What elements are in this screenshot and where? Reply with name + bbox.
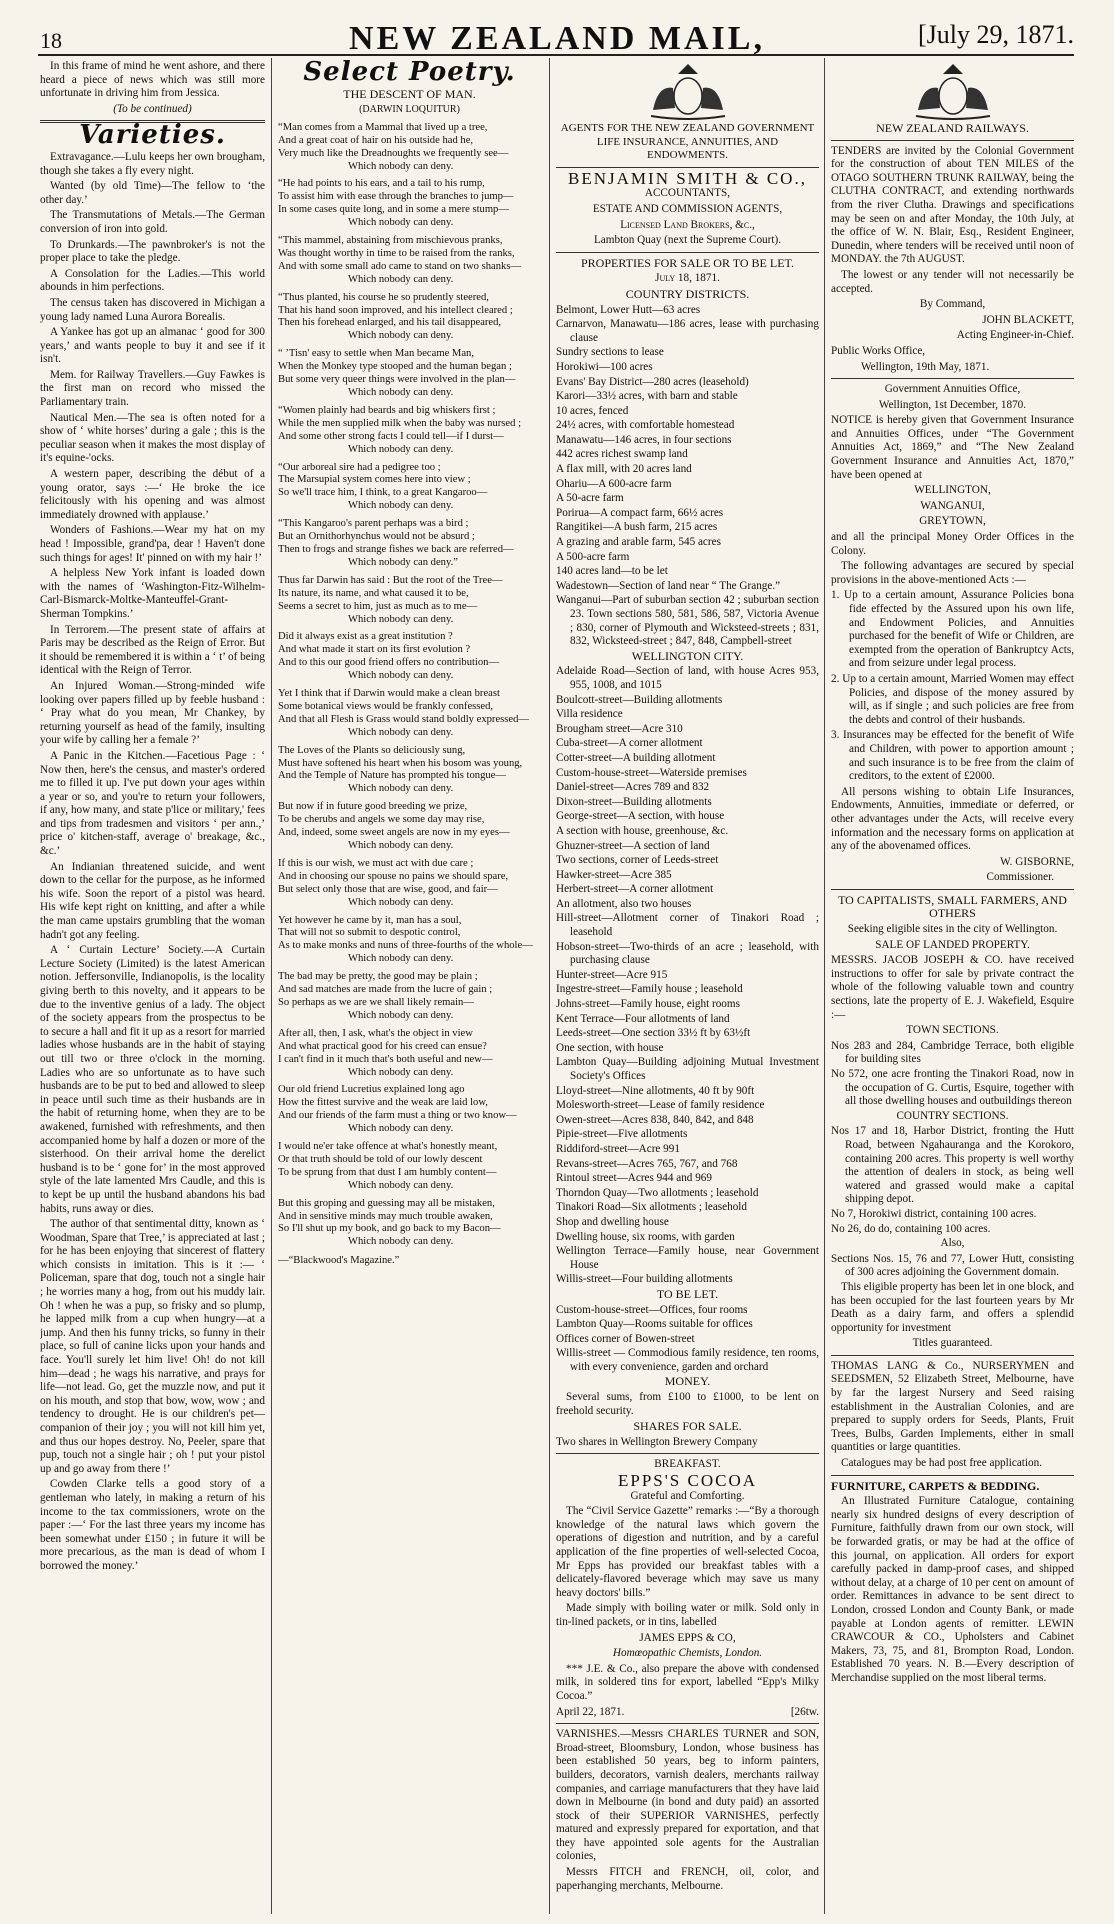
- divider: [831, 140, 1074, 141]
- poem-line: “Women plainly had beards and big whiskers first ;: [278, 404, 496, 416]
- poem-line: I would ne'er take offence at what's honestly meant,: [278, 1141, 498, 1153]
- city-listing: Pipie-street—Five allotments: [556, 1128, 688, 1141]
- country-heading: COUNTRY DISTRICTS.: [625, 286, 750, 301]
- poem-refrain: Which nobody can deny.: [348, 443, 454, 455]
- poem-line: Our old friend Lucretius explained long ago: [278, 1084, 465, 1096]
- poem-refrain: Which nobody can deny.: [348, 670, 454, 682]
- city-listing: Brougham street—Acre 310: [556, 722, 683, 735]
- furniture-title: FURNITURE, CARPETS & BEDDING.: [831, 1478, 1040, 1493]
- poem-line: So I'll shut up my book, and go back to my Bacon—: [278, 1223, 501, 1235]
- variety-item: A Consolation for the Ladies.—This world abounds in him perfections.: [40, 267, 265, 294]
- city-listing: Hunter-street—Acre 915: [556, 968, 668, 981]
- properties-date: July 18, 1871.: [655, 272, 720, 285]
- divider: [831, 889, 1074, 890]
- city-listing: Owen-street—Acres 838, 840, 842, and 848: [556, 1113, 754, 1126]
- city-listing: Cotter-street—A building allotment: [556, 751, 716, 764]
- variety-item: A helpless New York infant is loaded down with the names of ‘Washington-Fitz-Wilhelm-Carl-Bismarck-Moltke-Manteuffel-Grant-Sherman Tompkins.’: [40, 567, 265, 620]
- epps-firm: JAMES EPPS & CO,: [639, 1631, 736, 1644]
- variety-item: Wonders of Fashions.—Wear my hat on my head ! Impossible, grand'pa, dear ! Haven't done such things for ages! It' pinned on with my hair !’: [40, 524, 265, 564]
- poem-stanza: [278, 235, 541, 287]
- poem-line: Yet I think that if Darwin would make a clean breast: [278, 688, 500, 700]
- town-name: GREYTOWN,: [919, 515, 986, 528]
- poem-line: The bad may be pretty, the good may be plain ;: [278, 971, 478, 983]
- poem-line: How the fittest survive and the weak are laid low,: [278, 1097, 488, 1109]
- city-listing: Hobson-street—Two-thirds of an acre ; leasehold, with purchasing clause: [556, 940, 819, 967]
- city-listing: Cuba-street—A corner allotment: [556, 737, 703, 750]
- country-listing: Porirua—A compact farm, 66½ acres: [556, 506, 724, 519]
- towns-list: [831, 484, 1074, 529]
- city-listing: Boulcott-street—Building allotments: [556, 693, 723, 706]
- column-divider: [271, 58, 272, 1914]
- firm-licensed: Licensed Land Brokers, &c.,: [620, 218, 755, 231]
- country-listing: A 500-acre farm: [556, 550, 630, 563]
- firm-estate: ESTATE AND COMMISSION AGENTS,: [592, 202, 783, 215]
- poem-line: “Our arboreal sire had a pedigree too ;: [278, 461, 441, 473]
- capitalists-seek: Seeking eligible sites in the city of Wellington.: [847, 923, 1058, 936]
- poem-refrain: Which nobody can deny.: [348, 160, 454, 172]
- country-section: No 26, do do, containing 100 acres.: [831, 1222, 991, 1235]
- poem-refrain: Which nobody can deny.: [348, 896, 454, 908]
- poem-line: To be sprung from that dust I am humbly content—: [278, 1166, 497, 1178]
- poem-refrain: Which nobody can deny.: [348, 217, 454, 229]
- variety-item: An Injured Woman.—Strong-minded wife looking over papers filled up by feeble husband : ‘ Pray what do you mean, Mr Chankey, by returning yourself as head of the family, insulting your wife by calling her a female ?’: [40, 679, 265, 747]
- poem-line: But now if in future good breeding we prize,: [278, 801, 468, 813]
- royal-crest-icon: [898, 60, 1008, 122]
- city-listing: Herbert-street—A corner allotment: [556, 883, 714, 896]
- column-notices: [831, 60, 1074, 1688]
- country-listing: Evans' Bay District—280 acres (leasehold): [556, 375, 749, 388]
- epps-made: Made simply with boiling water or milk. Sold only in tin-lined packets, or in tins, labelled: [556, 1602, 819, 1628]
- poem-line: And, indeed, some sweet angels are now in my eyes—: [278, 827, 510, 839]
- variety-item: A Yankee has got up an almanac ‘ good for 300 years,’ and wants people to buy it and see if it isn't.: [40, 326, 265, 366]
- page-number: 18: [40, 28, 62, 53]
- poem-line: And that all Flesh is Grass would stand boldly expressed—: [278, 713, 529, 725]
- let-listing: Willis-street — Commodious family residence, ten rooms, with every convenience, garden and orchard: [556, 1347, 819, 1373]
- country-listing: Wadestown—Section of land near “ The Grange.”: [556, 579, 781, 592]
- city-list: [556, 665, 819, 1287]
- poem-line: And what made it start on its first evolution ?: [278, 644, 471, 656]
- variety-item: In Terrorem.—The present state of affairs at Paris may be described as the Reign of Error. But it should be remembered it is within a ‘ t’ of being identical with the Reign of Terror.: [40, 623, 265, 677]
- money-text: Several sums, from £100 to £1000, to be lent on freehold security.: [556, 1391, 819, 1417]
- city-listing: An allotment, also two houses: [556, 897, 692, 910]
- city-listing: Shop and dwelling house: [556, 1215, 669, 1228]
- poem-stanza: [278, 292, 541, 344]
- poem-line: Was thought worthy in time to be raised from the ranks,: [278, 247, 515, 259]
- epps-date-line: [556, 1706, 819, 1720]
- advantage-item: 1. Up to a certain amount, Assurance Policies bona fide effected by the Assured upon his own life, and Endowment Policies, and Annuities purchased for the benefit of Wife or Children, are exempted from the operation of Bankruptcy Acts, and from seizure under legal process.: [831, 589, 1074, 670]
- country-listing: 10 acres, fenced: [556, 404, 629, 417]
- railways-by: By Command,: [919, 298, 986, 311]
- poem-line: And sad matches are made from the lucre of gain ;: [278, 984, 493, 996]
- epps-chemists: Homœopathic Chemists, London.: [612, 1647, 763, 1660]
- country-listing: Carnarvon, Manawatu—186 acres, lease with purchasing clause: [556, 318, 819, 344]
- city-listing: Dwelling house, six rooms, with garden: [556, 1230, 735, 1243]
- poem-line: Did it always exist as a great institution ?: [278, 631, 453, 643]
- variety-item: A ‘ Curtain Lecture’ Society.—A Curtain Lecture Society (Limited) is the latest American notion. Jeffersonville, Indianopolis, is the locality giving berth to this novelty, and it appears to be due to the inventive genius of a lady. The object of the society appears from the prospectus to be to secure a hall and fit it up as a resort for married ladies whose husbands are in the habit of staying out till two or three o'clock in the morning. Ladies who are so unfortunate as to have such husbands are to be put to bed and allowed to sleep in peace until such time as their husbands are in the habit of returning home, when they are to be awakened, furnished with refreshments, and then accompanied home by half a dozen or more of the sisterhood. On their arrival home the derelict husband is to be ‘ gone for’ in the most approved style of the late lamented Mrs Caudle, and this is to kept be up until the husband abandons his bad habits, runs away or dies.: [40, 944, 265, 1215]
- also-label: Also,: [940, 1237, 965, 1250]
- country-listing: Manawatu—146 acres, in four sections: [556, 433, 732, 446]
- poem-line: Yet however he came by it, man has a soul,: [278, 914, 462, 926]
- poem-stanza: [278, 178, 541, 230]
- poem-line: So we'll trace him, I think, to a great Kangaroo—: [278, 487, 488, 499]
- epps-title: EPPS'S COCOA: [617, 1471, 758, 1491]
- capitalists-title: TO CAPITALISTS, SMALL FARMERS, AND OTHERS: [838, 892, 1067, 921]
- poem-refrain: Which nobody can deny.: [348, 726, 454, 738]
- poem-line: If this is our wish, we must act with due care ;: [278, 857, 474, 869]
- poem-refrain: Which nobody can deny.”: [348, 556, 458, 568]
- poem-line: But some very queer things were involved in the plan—: [278, 374, 516, 386]
- poem-line: Or that truth should be told of our lowly descent: [278, 1153, 483, 1165]
- shares-heading: SHARES FOR SALE.: [633, 1419, 742, 1434]
- let-list: [556, 1304, 819, 1375]
- poem-line: Very much like the Dreadnoughts we frequently see—: [278, 147, 509, 159]
- titles-guaranteed: Titles guaranteed.: [912, 1337, 993, 1350]
- masthead: NEW ZEALAND MAIL,: [349, 20, 765, 57]
- divider: [556, 252, 819, 253]
- poem-stanza: [278, 915, 541, 967]
- variety-item: The Transmutations of Metals.—The German conversion of iron into gold.: [40, 209, 265, 235]
- divider: [556, 167, 819, 168]
- country-section: No 7, Horokiwi district, containing 100 acres.: [831, 1207, 1037, 1220]
- gov-date: Wellington, 1st December, 1870.: [878, 398, 1027, 411]
- epps-date: April 22, 1871.: [556, 1705, 625, 1718]
- poem-refrain: Which nobody can deny.: [348, 330, 454, 342]
- city-listing: Daniel-street—Acres 789 and 832: [556, 781, 710, 794]
- country-listing: A flax mill, with 20 acres land: [556, 463, 692, 476]
- poem-line: But an Ornithorhynchus would not be absurd ;: [278, 531, 475, 543]
- poem-stanza: [278, 631, 541, 683]
- poem-refrain: Which nobody can deny.: [348, 273, 454, 285]
- city-listing: Riddiford-street—Acre 991: [556, 1142, 680, 1155]
- poem-refrain: Which nobody can deny.: [348, 613, 454, 625]
- city-listing: Tinakori Road—Six allotments ; leasehold: [556, 1201, 748, 1214]
- lang-catalogue: Catalogues may be had post free application.: [841, 1457, 1042, 1470]
- poem-line: When the Monkey type stooped and the human began ;: [278, 361, 512, 373]
- column-divider: [549, 58, 550, 1914]
- poem-line: “ ’Tisn' easy to settle when Man became Man,: [278, 348, 474, 360]
- poem-refrain: Which nobody can deny.: [348, 840, 454, 851]
- poem-line: And our friends of the farm must a thing or two know—: [278, 1110, 517, 1122]
- varieties-list: [40, 151, 265, 1574]
- poem-stanza: [278, 348, 541, 400]
- city-listing: Leeds-street—One section 33½ ft by 63½ft: [556, 1027, 751, 1040]
- variety-item: Wanted (by old Time)—The fellow to ‘the other day.’: [40, 180, 265, 206]
- city-listing: Kent Terrace—Four allotments of land: [556, 1012, 730, 1025]
- poem-stanza: [278, 518, 541, 570]
- railways-role: Acting Engineer-in-Chief.: [956, 329, 1074, 342]
- city-heading: WELLINGTON CITY.: [631, 648, 744, 663]
- notice-offices: and all the principal Money Order Offices in the Colony.: [831, 531, 1074, 557]
- poem-line: Some botanical views would be frankly confessed,: [278, 700, 494, 712]
- variety-item: An Indianian threatened suicide, and went down to the cellar for the purpose, as he informed his wife. Soon the report of a pistol was heard. His wife kept right on knitting, and after a while the man came upstairs grumbling that the woman hadn't got any feeling.: [40, 860, 265, 941]
- town-heading: TOWN SECTIONS.: [906, 1024, 999, 1037]
- divider: [831, 1355, 1074, 1356]
- city-listing: Dixon-street—Building allotments: [556, 795, 712, 808]
- poem-refrain: Which nobody can deny.: [348, 783, 454, 795]
- let-listing: Lambton Quay—Rooms suitable for offices: [556, 1318, 753, 1331]
- joseph-body: MESSRS. JACOB JOSEPH & CO. have received instructions to offer for sale by private contract the whole of the following valuable town and country sections, late the property of E. J. Wakefield, Esquire :—: [831, 954, 1074, 1021]
- all-persons: All persons wishing to obtain Life Insurances, Endowments, Annuities, immediate or deferred, or other advantages under the Acts, will receive every information and the necessary forms on application at any of the abovenamed offices.: [831, 785, 1074, 853]
- poem-refrain: Which nobody can deny.: [348, 1009, 454, 1021]
- country-listing: 140 acres land—to be let: [556, 565, 668, 578]
- sections-text: Sections Nos. 15, 76 and 77, Lower Hutt, consisting of 300 acres adjoining the Government domain.: [831, 1252, 1074, 1279]
- city-listing: Rintoul street—Acres 944 and 969: [556, 1172, 712, 1185]
- poem-line: And a great coat of hair on his outside had he,: [278, 134, 474, 146]
- poem-stanza: [278, 801, 541, 853]
- country-listing: Ohariu—A 600-acre farm: [556, 477, 672, 490]
- poem-line: The Marsupial system comes here into view ;: [278, 474, 471, 486]
- poem-refrain: Which nobody can deny.: [348, 500, 454, 512]
- royal-crest-icon: [633, 60, 743, 122]
- divider: [831, 378, 1074, 379]
- poem-stanza: [278, 745, 541, 797]
- variety-item: The census taken has discovered in Michigan a young lady named Luna Aurora Borealis.: [40, 296, 265, 323]
- advantage-item: 2. Up to a certain amount, Married Women may effect Policies, and dispose of the money assured by will, as if single ; and such policies are free from the debts and control of their husbands.: [831, 672, 1074, 726]
- epps-grateful: Grateful and Comforting.: [630, 1489, 745, 1502]
- section-title-poetry: Select Poetry.: [303, 60, 516, 87]
- town-section: No 572, one acre fronting the Tinakori Road, now in the occupation of G. Curtis, Esquire, together with all those dwelling houses and outbuildings thereon: [831, 1068, 1074, 1108]
- poem-line: In some cases quite long, and in some a mere stump—: [278, 204, 509, 216]
- advantages: The following advantages are secured by special provisions in the above-mentioned Acts :—: [831, 560, 1074, 586]
- firm-accountants: ACCOUNTANTS,: [644, 187, 731, 200]
- railways-title: NEW ZEALAND RAILWAYS.: [876, 121, 1029, 135]
- column-divider: [824, 58, 825, 1914]
- country-listing: 442 acres richest swamp land: [556, 448, 688, 461]
- variety-item: A western paper, describing the début of a young orator, says :—‘ He broke the ice felicitously with his opening and was almost immediately drowned with applause.’: [40, 468, 265, 521]
- poem-line: That will not so submit to despotic control,: [278, 927, 461, 939]
- railways-body: TENDERS are invited by the Colonial Government for the construction of about TEN MILES of the OTAGO SOUTHERN TRUNK RAILWAY, being the CLUTHA CONTRACT, and extending northwards from the river Clutha. Drawings and specifications may be seen on and after Monday, the 10th July, at the office of W. N. Blair, Esq., Resident Engineer, Dunedin, where tenders will be received until noon of MONDAY. the 7th AUGUST.: [831, 144, 1074, 266]
- railways-date: Wellington, 19th May, 1871.: [861, 360, 990, 373]
- country-listing: Rangitikei—A bush farm, 215 acres: [556, 521, 718, 534]
- city-listing: Revans-street—Acres 765, 767, and 768: [556, 1157, 738, 1170]
- poem-source: —“Blackwood's Magazine.”: [278, 1255, 400, 1267]
- capitalists-sale: SALE OF LANDED PROPERTY.: [875, 938, 1030, 951]
- column-land-agents: [556, 60, 819, 1895]
- city-listing: Two sections, corner of Leeds-street: [556, 854, 719, 867]
- let-listing: Custom-house-street—Offices, four rooms: [556, 1303, 748, 1316]
- variety-item: Extravagance.—Lulu keeps her own brougham, though she takes a fly every night.: [40, 150, 265, 177]
- poem-stanza: [278, 575, 541, 627]
- city-listing: Villa residence: [556, 708, 623, 721]
- town-name: WELLINGTON,: [914, 484, 991, 497]
- poem-line: Then his forehead enlarged, and his tail disappeared,: [278, 317, 502, 329]
- eligible-text: This eligible property has been let in one block, and has been occupied for the last fourteen years by Mr Death as a dairy farm, and offers a splendid opportunity for investment: [831, 1280, 1074, 1334]
- header-rule: [38, 54, 1074, 56]
- city-listing: One section, with house: [556, 1041, 664, 1054]
- poem-stanza: [278, 688, 541, 740]
- poem-line: “This mammel, abstaining from mischievous pranks,: [278, 235, 503, 247]
- poem-refrain: Which nobody can deny.: [348, 953, 454, 965]
- poem-line: The Loves of the Plants so deliciously sung,: [278, 744, 466, 756]
- variety-item: Mem. for Railway Travellers.—Guy Fawkes is the first man on record who missed the Parliamentary train.: [40, 368, 265, 409]
- advantages-list: [831, 589, 1074, 783]
- poem-refrain: Which nobody can deny.: [348, 387, 454, 398]
- poem-stanza: [278, 971, 541, 1023]
- railways-lowest: The lowest or any tender will not necessarily be accepted.: [831, 268, 1074, 295]
- poem-stanza: [278, 1084, 541, 1136]
- epps-code: [26tw.: [790, 1705, 819, 1718]
- variety-item: The author of that sentimental ditty, known as ‘ Woodman, Spare that Tree,’ is appreciated at last ; for he has been enjoying that sincerest of flattery which consists in imitation. This is it :— ‘ Policeman, spare that dog, touch not a single hair ; he worries many a hog, from out his muddy lair. Oh ! when he was a pup, so frisky and so plump, he lapped milk from a cup when hungry—at a jump. And then his funny tricks, so funny in their place, so full of canine licks upon your hands and face. You'll surely let him live! Oh! do not kill him—dead ; he wags his narrative, and prays for life—not lead. Go, get the muzzle now, and put it on his mouth, and stop that bow, wow, wow ; and tendency to drought. He is our children's pet—companion of their joy ; you will not kill him yet, and thus our hopes destroy. No, Peeler, spare that pup, touch not a single hair ; oh ! put your pistol up and go away from there !’: [40, 1218, 265, 1475]
- furniture-body: An Illustrated Furniture Catalogue, containing nearly six hundred designs of every description of Furniture, faithfully drawn from our own stock, will be forwarded gratis, or may be had at the office of this journal, on application. All orders for export carefully packed in damp-proof cases, and shipped without delay, at a charge of 10 per cent on amount of order. Remittances in advance to be sent direct to London, crossed London and County Bank, or made payable at London agents of remitter. LEWIN CRAWCOUR & CO., Upholsters and Cabinet Makers, 73, 75, and 81, Brompton Road, London. Established 70 years. N. B.—Every description of Merchandise supplied on the most liberal terms.: [831, 1495, 1074, 1684]
- poem-line: And some other strong facts I could tell—if I durst—: [278, 430, 504, 442]
- poem-line: While the men supplied milk when the baby was nursed ;: [278, 417, 522, 429]
- poem-line: I can't find in it much that's both useful and new—: [278, 1053, 493, 1065]
- varnish-agents: Messrs FITCH and FRENCH, oil, color, and paperhanging merchants, Melbourne.: [556, 1866, 819, 1892]
- poem-stanza: [278, 122, 541, 174]
- notice-body: NOTICE is hereby given that Government Insurance and Annuities Offices, under “The Government Annuities Act, 1869,” and “The New Zealand Government Insurance and Annuities Act, 1870,” have been opened at: [831, 414, 1074, 481]
- poem-stanza: [278, 462, 541, 514]
- city-listing: Ghuzner-street—A section of land: [556, 839, 710, 852]
- city-listing: Johns-street—Family house, eight rooms: [556, 998, 740, 1011]
- poem-line: And with some small ado came to stand on two shanks—: [278, 260, 522, 272]
- railways-name: JOHN BLACKETT,: [982, 313, 1074, 326]
- advantage-item: 3. Insurances may be effected for the benefit of Wife and Children, with power to apportion amount ; and such insurance is to be free from the claim of creditors, to the extent of £2000.: [831, 729, 1074, 783]
- town-section: Nos 283 and 284, Cambridge Terrace, both eligible for building sites: [831, 1039, 1074, 1066]
- poem-line: And in sensitive minds may much trouble awaken,: [278, 1210, 493, 1222]
- firm-address: Lambton Quay (next the Supreme Court).: [593, 234, 782, 247]
- poem-body: [278, 122, 541, 1250]
- page-header: [40, 14, 1074, 57]
- poem-refrain: Which nobody can deny.: [348, 1123, 454, 1135]
- country-section: Nos 17 and 18, Harbor District, fronting the Hutt Road, between Ngahauranga and the Korokoro, containing 200 acres. This property is well worthy the attention of dealers in stock, as being well watered and grassed would make a capital shipping depot.: [831, 1125, 1074, 1206]
- country-list: [556, 304, 819, 649]
- poem-stanza: [278, 1028, 541, 1080]
- country-listing: Horokiwi—100 acres: [556, 360, 653, 373]
- varnish-ad: VARNISHES.—Messrs CHARLES TURNER and SON, Broad-street, Bloomsbury, London, whose business has been established 50 years, beg to inform painters, builders, decorators, varnish dealers, merchants railway companies, and carriage manufacturers that they have laid down in Melbourne (in bond and duty paid) an assorted stock of their SUPERIOR VARNISHES, perfectly matured and expressly prepared for exportation, and that they have appointed sole agents for the Australian colonies,: [556, 1728, 819, 1863]
- poem-line: Then to frogs and strange fishes we back are referred—: [278, 543, 514, 555]
- city-listing: Custom-house-street—Waterside premises: [556, 766, 747, 779]
- divider: [831, 1475, 1074, 1476]
- breakfast-label: BREAKFAST.: [654, 1458, 721, 1471]
- poem-stanza: [278, 1198, 541, 1250]
- variety-item: Cowden Clarke tells a good story of a gentleman who lately, in making a return of his income to the tax commissioners, wrote on the paper :—‘ For the last three years my income has been somewhat under £150 ; in future it will be more precarious, as the man is dead of whom I borrowed the money.’: [40, 1478, 265, 1572]
- country-sections-heading: COUNTRY SECTIONS.: [896, 1109, 1009, 1122]
- poem-line: But select only those that are wise, good, and fair—: [278, 883, 498, 895]
- section-title-varieties: Varieties.: [79, 120, 226, 151]
- properties-heading: PROPERTIES FOR SALE OR TO BE LET.: [581, 255, 794, 270]
- city-listing: Hawker-street—Acre 385: [556, 868, 672, 881]
- poem-refrain: Which nobody can deny.: [348, 1179, 454, 1191]
- city-listing: Wellington Terrace—Family house, near Government House: [556, 1245, 819, 1271]
- town-list: [831, 1040, 1074, 1109]
- country-listing: A grazing and arable farm, 545 acres: [556, 536, 721, 549]
- divider: [556, 1723, 819, 1724]
- gisborne-name: W. GISBORNE,: [1000, 855, 1074, 868]
- let-listing: Offices corner of Bowen-street: [556, 1332, 695, 1345]
- poem-line: And to this our good friend offers no contribution—: [278, 657, 500, 669]
- city-listing: George-street—A section, with house: [556, 810, 725, 823]
- issue-date: [July 29, 1871.: [918, 20, 1074, 49]
- column-poetry: [278, 60, 541, 1270]
- epps-body: The “Civil Service Gazette” remarks :—“By a thorough knowledge of the natural laws which govern the operations of digestion and nutrition, and by a careful application of the fine properties of well-selected Cocoa, Mr Epps has provided our breakfast tables with a delicately-flavored beverage which may save us many heavy doctors' bills.”: [556, 1505, 819, 1599]
- divider: [556, 1453, 819, 1454]
- gov-office: Government Annuities Office,: [884, 383, 1021, 396]
- variety-item: Nautical Men.—The sea is often noted for a show of ‘ white horses’ during a gale ; this is the peculiar season when it makes the most display of it's equine-'ocks.: [40, 411, 265, 465]
- country-sections-list: [831, 1125, 1074, 1236]
- poem-line: And the Temple of Nature has prompted his tongue—: [278, 770, 506, 782]
- poem-line: After all, then, I ask, what's the object in view: [278, 1027, 473, 1039]
- poem-refrain: Which nobody can deny.: [348, 1236, 454, 1248]
- lang-ad: THOMAS LANG & Co., NURSERYMEN and SEEDSMEN, 52 Elizabeth Street, Melbourne, have by far the largest Nursery and Seed raising establishment in the Australian Colonies, and are prepared to supply orders for Seeds, Plants, Fruit Trees, Bulbs, Garden Implements, either in small quantities or large quantities.: [831, 1359, 1074, 1454]
- city-listing: Lambton Quay—Building adjoining Mutual Investment Society's Offices: [556, 1056, 819, 1082]
- country-listing: Belmont, Lower Hutt—63 acres: [556, 303, 701, 316]
- poem-line: “This Kangaroo's parent perhaps was a bird ;: [278, 518, 469, 530]
- column-varieties: [40, 60, 265, 1576]
- shares-text: Two shares in Wellington Brewery Company: [556, 1435, 758, 1448]
- firm-name: BENJAMIN SMITH & CO.,: [568, 168, 807, 188]
- poem-line: Seems a secret to him, just as much as to me—: [278, 600, 478, 612]
- city-listing: Willis-street—Four building allotments: [556, 1273, 733, 1286]
- poem-line: “He had points to his ears, and a tail to his rump,: [278, 178, 485, 190]
- poem-line: But this groping and guessing may all be mistaken,: [278, 1197, 495, 1209]
- city-listing: Hill-street—Allotment corner of Tinakori Road ; leasehold: [556, 912, 819, 939]
- poem-line: Thus far Darwin has said : But the root of the Tree—: [278, 574, 503, 586]
- poem-line: “Man comes from a Mammal that lived up a tree,: [278, 121, 488, 133]
- poem-subtitle: (DARWIN LOQUITUR): [359, 104, 460, 116]
- poem-line: “Thus planted, his course he so prudently steered,: [278, 291, 489, 303]
- variety-item: A Panic in the Kitchen.—Facetious Page : ‘ Now then, here's the census, and master's ordered me to filled it up. I've put down your ages within a year or so, and you're to return your followers, if any, how many, and state p'lice or military,' fees and tips from tradesmen and visitors ‘ per ann.,’ price o' kitchen-staff, average o' breakage, &c., &c.’: [40, 749, 265, 858]
- country-listing: Sundry sections to lease: [556, 346, 664, 359]
- story-ending: In this frame of mind he went ashore, and there heard a piece of news which was still more unfortunate in driving him from Jessica.: [40, 60, 265, 100]
- poem-stanza: [278, 405, 541, 457]
- poem-stanza: [278, 1141, 541, 1193]
- gisborne-role: Commissioner.: [986, 871, 1054, 884]
- country-listing: Karori—33½ acres, with barn and stable: [556, 390, 738, 403]
- country-listing: A 50-acre farm: [556, 492, 624, 505]
- poem-line: And what practical good for his creed can ensue?: [278, 1040, 487, 1052]
- city-listing: Thorndon Quay—Two allotments ; leasehold: [556, 1186, 759, 1199]
- poem-line: As to make monks and nuns of three-fourths of the whole—: [278, 940, 533, 952]
- country-listing: Wanganui—Part of suburban section 42 ; suburban section 23. Town sections 580, 581, 586, 587, Victoria Avenue ; 830, corner of Plymouth and Wicksteed-streets ; 831, 832, Wicksteed-street ; 847, 848, Campbell-street: [556, 594, 819, 648]
- city-listing: A section with house, greenhouse, &c.: [556, 824, 729, 837]
- agents-line: AGENTS FOR THE NEW ZEALAND GOVERNMENT LIFE INSURANCE, ANNUITIES, AND ENDOWMENTS.: [560, 122, 815, 162]
- poem-title: THE DESCENT OF MAN.: [343, 86, 476, 101]
- country-listing: 24½ acres, with comfortable homestead: [556, 419, 735, 432]
- poem-line: Its nature, its name, and what caused it to be,: [278, 587, 469, 599]
- poem-line: To assist him with ease through the branches to jump—: [278, 191, 514, 203]
- poem-line: To be cherubs and angels we some day may rise,: [278, 814, 485, 826]
- poem-line: So perhaps as we are we shall likely remain—: [278, 996, 474, 1008]
- city-listing: Ingestre-street—Family house ; leasehold: [556, 983, 743, 996]
- let-heading: TO BE LET.: [656, 1286, 719, 1301]
- continued-note: (To be continued): [113, 102, 192, 115]
- city-listing: Molesworth-street—Lease of family residence: [556, 1099, 765, 1112]
- poem-stanza: [278, 858, 541, 910]
- poem-refrain: Which nobody can deny.: [348, 1066, 454, 1078]
- railways-office: Public Works Office,: [831, 344, 926, 357]
- variety-item: To Drunkards.—The pawnbroker's is not the proper place to take the pledge.: [40, 238, 265, 265]
- town-name: WANGANUI,: [920, 499, 985, 512]
- money-heading: MONEY.: [664, 1374, 711, 1389]
- poem-line: That his hand soon improved, and his intellect cleared ;: [278, 304, 513, 316]
- city-listing: Lloyd-street—Nine allotments, 40 ft by 90ft: [556, 1084, 755, 1097]
- city-listing: Adelaide Road—Section of land, with house Acres 953, 955, 1008, and 1015: [556, 665, 819, 691]
- poem-line: And in choosing our spouse no pains we should spare,: [278, 870, 509, 882]
- poem-line: Must have softened his heart when his bosom was young,: [278, 757, 523, 769]
- epps-milk: *** J.E. & Co., also prepare the above with condensed milk, in soldered tins for export, labelled “Epp's Milky Cocoa.”: [556, 1662, 819, 1702]
